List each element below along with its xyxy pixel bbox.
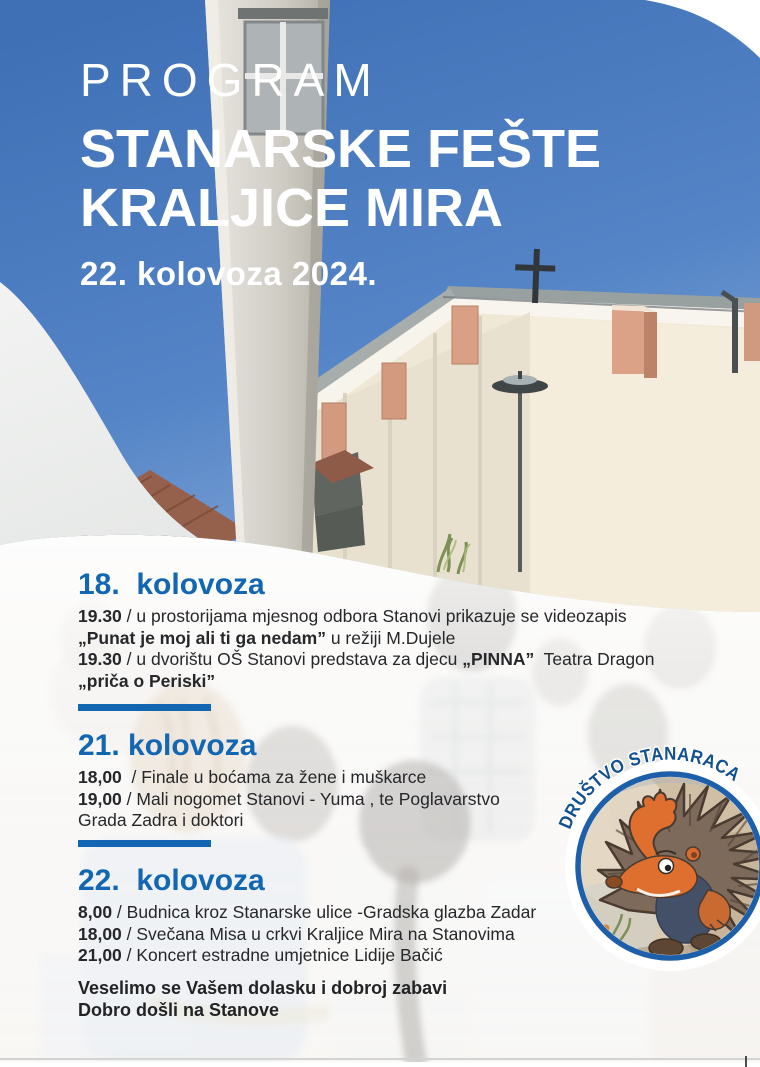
section-divider [78, 840, 211, 847]
footer-line: Veselimo se Vašem dolasku i dobroj zabavi [78, 978, 448, 998]
print-crop-mark [745, 1056, 747, 1067]
poster-kicker: PROGRAM [80, 54, 381, 106]
poster-title-line1: STANARSKE FEŠTE [80, 119, 602, 179]
event-line: Grada Zadra i doktori [78, 810, 244, 830]
poster-date: 22. kolovoza 2024. [80, 255, 377, 292]
title-block [80, 56, 601, 293]
event-heading: 18. kolovoza [78, 568, 265, 601]
event-line: 19,00 / Mali nogomet Stanovi - Yuma , te Poglavarstvo [78, 788, 500, 809]
event-line: 19.30 / u prostorijama mjesnog odbora Stanovi prikazuje se videozapis [78, 606, 627, 626]
section-divider [78, 704, 211, 711]
poster-title-line2: KRALJICE MIRA [80, 178, 504, 238]
footer-message [78, 977, 447, 1021]
event-line: „Punat je moj ali ti ga nedam” u režiji M.Dujele [78, 627, 456, 648]
event-line: 8,00 / Budnica kroz Stanarske ulice -Gradska glazba Zadar [78, 902, 537, 922]
event-heading: 21. kolovoza [78, 729, 257, 762]
footer-line: Dobro došli na Stanove [78, 1000, 280, 1020]
event-line: 19.30 / u dvorištu OŠ Stanovi predstava za djecu „PINNA” Teatra Dragon [78, 649, 655, 669]
event-heading: 22. kolovoza [78, 864, 265, 897]
event-section-18 [78, 568, 678, 692]
society-logo [550, 742, 760, 982]
event-line: 18,00 / Finale u boćama za žene i muškarce [78, 767, 427, 787]
event-line: 21,00 / Koncert estradne umjetnice Lidije Bačić [78, 945, 443, 965]
hedgehog-logo-icon [550, 742, 760, 982]
logo-arc-text: DRUŠTVO STANARACA [554, 742, 746, 832]
event-line: „priča o Periski” [78, 670, 216, 691]
event-line: 18,00 / Svečana Misa u crkvi Kraljice Mira na Stanovima [78, 923, 515, 944]
